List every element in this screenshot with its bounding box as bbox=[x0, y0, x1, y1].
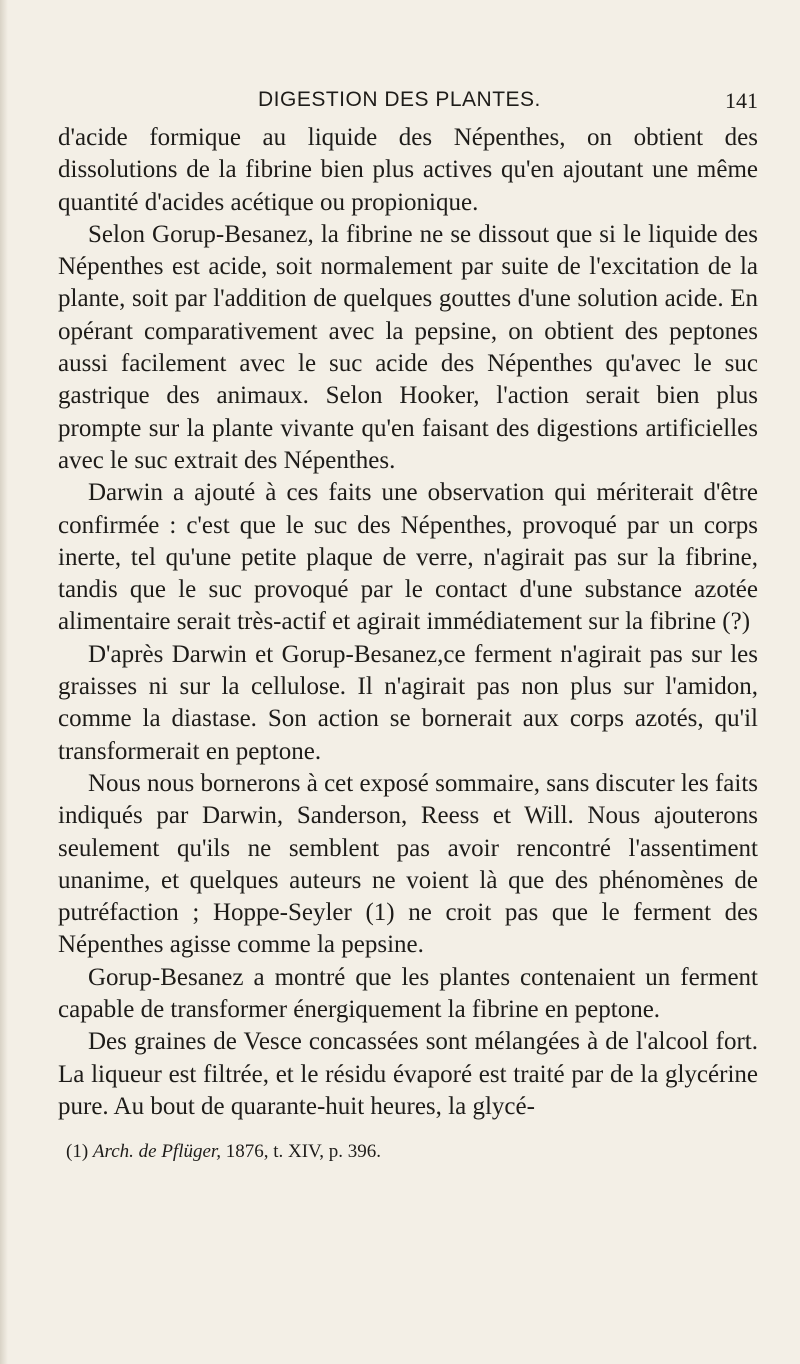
page-header bbox=[58, 88, 758, 122]
paragraph-7: Des graines de Vesce concassées sont mélangées à de l'alcool fort. La liqueur est filtrée, et le résidu évaporé est traité par de la glycérine pure. Au bout de quarante-huit heures, la glycé- bbox=[58, 1028, 758, 1120]
paragraph-6: Gorup-Besanez a montré que les plantes contenaient un ferment capable de transformer énergiquement la fibrine en peptone. bbox=[58, 963, 758, 1024]
running-head: DIGESTION DES PLANTES. bbox=[258, 88, 541, 111]
footnote-marker: (1) bbox=[66, 1141, 89, 1162]
footnote-journal: Arch. de Pflüger, bbox=[92, 1141, 221, 1162]
page-number: 141 bbox=[725, 88, 758, 113]
footnote bbox=[66, 1140, 756, 1164]
paragraph-5: Nous nous bornerons à cet exposé sommaire, sans discuter les faits indiqués par Darwin, Sanderson, Reess et Will. Nous ajouterons seulement qu'ils ne semblent pas avoir rencontré l'assentiment unanime, et quelques auteurs ne voient là que des phénomènes de putréfaction ; Hoppe-Seyler (1) ne croit pas que le ferment des Népenthes agisse comme la pepsine. bbox=[58, 769, 758, 959]
paragraph-3: Darwin a ajouté à ces faits une observation qui mériterait d'être confirmée : c'est que le suc des Népenthes, provoqué par un corps inerte, tel qu'une petite plaque de verre, n'agirait pas sur la fibrine, tandis que le suc provoqué par le contact d'une substance azotée alimentaire serait très-actif et agirait immédiatement sur la fibrine (?) bbox=[58, 479, 758, 636]
paragraph-4: D'après Darwin et Gorup-Besanez,ce ferment n'agirait pas sur les graisses ni sur la cellulose. Il n'agirait pas non plus sur l'amidon, comme la diastase. Son action se bornerait aux corps azotés, qu'il transformerait en peptone. bbox=[58, 640, 758, 765]
paragraph-2: Selon Gorup-Besanez, la fibrine ne se dissout que si le liquide des Népenthes est acide, soit normalement par suite de l'excitation de la plante, soit par l'addition de quelques gouttes d'une solution acide. En opérant comparativement avec la pepsine, on obtient des peptones aussi facilement avec le suc acide des Népenthes qu'avec le suc gastrique des animaux. Selon Hooker, l'action serait bien plus prompte sur la plante vivante qu'en faisant des digestions artificielles avec le suc extrait des Népenthes. bbox=[58, 220, 758, 474]
page-edge-shadow bbox=[0, 0, 8, 1364]
paragraph-1: d'acide formique au liquide des Népenthes, on obtient des dissolutions de la fibrine bien plus actives qu'en ajoutant une même quantité d'acides acétique ou propionique. bbox=[58, 124, 758, 216]
footnote-details: 1876, t. XIV, p. 396. bbox=[225, 1141, 382, 1162]
body-text bbox=[58, 122, 758, 1123]
book-page bbox=[58, 88, 758, 1162]
